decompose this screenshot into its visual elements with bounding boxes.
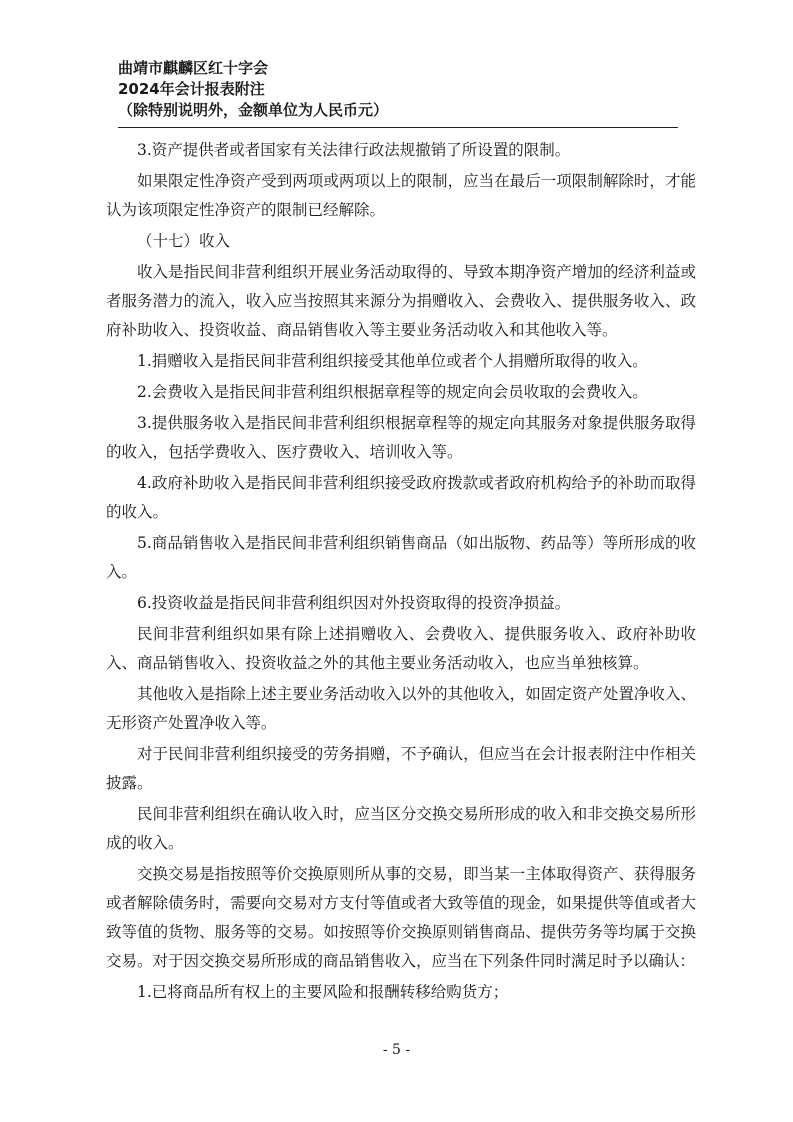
report-title: 2024年会计报表附注 — [118, 80, 265, 98]
currency-note: （除特别说明外，金额单位为人民币元） — [118, 101, 389, 119]
paragraph-exchange-distinction: 民间非营利组织在确认收入时，应当区分交换交易所形成的收入和非交换交易所形成的收入。 — [106, 805, 696, 852]
organization-name: 曲靖市麒麟区红十字会 — [118, 59, 269, 77]
paragraph-recognition-condition-1: 1.已将商品所有权上的主要风险和报酬转移给购货方； — [137, 983, 509, 1001]
header-divider — [118, 127, 678, 128]
paragraph-investment-income: 6.投资收益是指民间非营利组织因对外投资取得的投资净损益。 — [137, 594, 571, 612]
paragraph-service-revenue: 3.提供服务收入是指民间非营利组织根据章程等的规定向其服务对象提供服务取得的收入，包括学费收入、医疗费收入、培训收入等。 — [106, 414, 696, 461]
paragraph-government-grant: 4.政府补助收入是指民间非营利组织接受政府拨款或者政府机构给予的补助而取得的收入。 — [106, 474, 696, 521]
paragraph-other-business-revenue: 民间非营利组织如果有除上述捐赠收入、会费收入、提供服务收入、政府补助收入、商品销售收入、投资收益之外的其他主要业务活动收入，也应当单独核算。 — [106, 625, 696, 672]
paragraph-revenue-definition: 收入是指民间非营利组织开展业务活动取得的、导致本期净资产增加的经济利益或者服务潜力的流入，收入应当按照其来源分为捐赠收入、会费收入、提供服务收入、政府补助收入、投资收益、商品销售收入等主要业务活动收入和其他收入等。 — [106, 263, 696, 339]
paragraph-other-income: 其他收入是指除上述主要业务活动收入以外的其他收入，如固定资产处置净收入、无形资产处置净收入等。 — [106, 685, 696, 732]
paragraph-membership-revenue: 2.会费收入是指民间非营利组织根据章程等的规定向会员收取的会费收入。 — [137, 383, 648, 401]
paragraph-donation-revenue: 1.捐赠收入是指民间非营利组织接受其他单位或者个人捐赠所取得的收入。 — [137, 352, 648, 370]
section-heading-revenue: （十七）收入 — [137, 232, 231, 250]
paragraph-restriction-item-3: 3.资产提供者或者国家有关法律行政法规撤销了所设置的限制。 — [137, 141, 571, 159]
paragraph-labor-donation: 对于民间非营利组织接受的劳务捐赠，不予确认，但应当在会计报表附注中作相关披露。 — [106, 745, 696, 792]
paragraph-exchange-transaction: 交换交易是指按照等价交换原则所从事的交易，即当某一主体取得资产、获得服务或者解除债务时，需要向交易对方支付等值或者大致等值的现金，如果提供等值或者大致等值的货物、服务等的交易。如按照等价交换原则销售商品、提供劳务等均属于交换交易。对于因交换交易所形成的商品销售收入，应当在下列条件同时满足时予以确认： — [106, 865, 696, 970]
page-number: - 5 - — [382, 1042, 411, 1058]
paragraph-multiple-restrictions: 如果限定性净资产受到两项或两项以上的限制，应当在最后一项限制解除时，才能认为该项限定性净资产的限制已经解除。 — [106, 172, 696, 219]
report-header — [118, 58, 678, 121]
paragraph-sales-revenue: 5.商品销售收入是指民间非营利组织销售商品（如出版物、药品等）等所形成的收入。 — [106, 534, 696, 581]
document-body — [106, 136, 696, 1007]
